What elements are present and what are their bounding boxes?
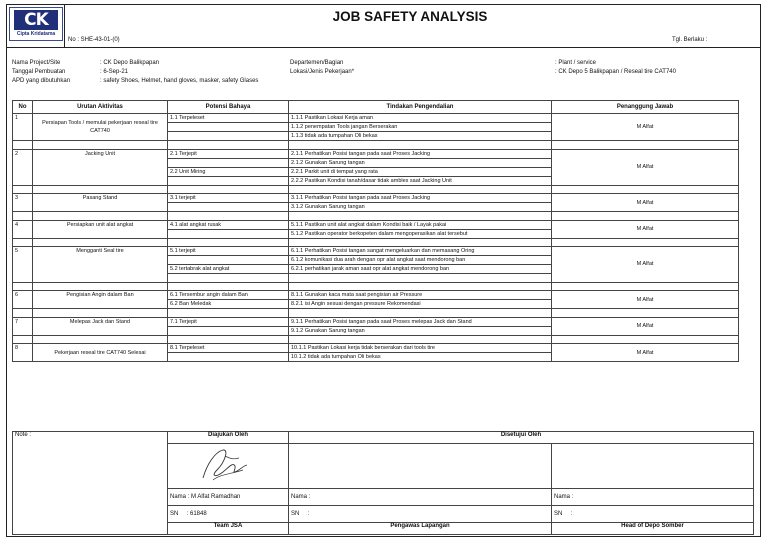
note-label: Note : xyxy=(15,432,32,438)
table-row xyxy=(13,247,739,256)
row-control: 1.1.2 penempatan Tools jangan Berserakan xyxy=(289,123,552,132)
spacer-row xyxy=(13,238,739,247)
document-title: JOB SAFETY ANALYSIS xyxy=(332,9,488,24)
header-hazard: Potensi Bahaya xyxy=(168,101,289,114)
table-header-row xyxy=(13,101,739,114)
row-hazard xyxy=(168,203,289,212)
row-control: 10.1.1 Pastikan Lokasi kerja tidak berserakan dari tools tire xyxy=(289,344,552,353)
row-no: 6 xyxy=(13,291,33,309)
row-control: 8.2.1 isi Angin sesuai dengan pressure Rekomendasi xyxy=(289,300,552,309)
row-responsible: M Alfat xyxy=(552,114,739,141)
row-activity: Pengisian Angin dalam Ban xyxy=(33,291,168,309)
submitted-by-header: Diajukan Oleh xyxy=(168,432,289,444)
date-label: Tanggal Pembuatan xyxy=(12,69,66,75)
signature-cell-3 xyxy=(552,444,754,489)
row-hazard xyxy=(168,326,289,335)
spacer-row xyxy=(13,335,739,344)
sn-3: SN : xyxy=(552,506,754,523)
row-control: 8.1.1 Gunakan kaca mata saat pengisian air Pressure xyxy=(289,291,552,300)
row-hazard xyxy=(168,176,289,185)
row-control: 2.2.2 Pastikan Kondisi tanah/dasar tidak ambles saat Jacking Unit xyxy=(289,176,552,185)
row-no: 3 xyxy=(13,194,33,212)
sn-2: SN : xyxy=(289,506,552,523)
table-row xyxy=(13,220,739,229)
header-bottom-line xyxy=(6,47,761,48)
document-number: No : SHE-43-01-(0) xyxy=(68,37,120,43)
row-control: 6.1.2 komunikasi dua arah dengan opr alat angkat saat mendorong ban xyxy=(289,256,552,265)
row-hazard: 5.2 tertabrak alat angkat xyxy=(168,265,289,274)
header-responsible: Penanggung Jawab xyxy=(552,101,739,114)
table-body xyxy=(13,114,739,362)
row-control: 6.1.1 Perhatikan Posisi tangan sangat mengeluarkan dan memasang Oring xyxy=(289,247,552,256)
location-label: Lokasi/Jenis Pekerjaan* xyxy=(290,69,355,75)
info-values xyxy=(100,59,258,86)
role-1: Team JSA xyxy=(168,523,289,535)
header-no: No xyxy=(13,101,33,114)
row-activity: Pasang Stand xyxy=(33,194,168,212)
info-labels xyxy=(12,59,70,86)
handwritten-signature xyxy=(195,444,255,486)
row-hazard: 2.2 Unit Miring xyxy=(168,167,289,176)
row-control: 2.1.1 Perhatikan Posisi tangan pada saat Proses Jacking xyxy=(289,149,552,158)
signature-cell-1 xyxy=(168,444,289,489)
row-responsible: M Alfat xyxy=(552,344,739,362)
spacer-row xyxy=(13,282,739,291)
table-row xyxy=(13,317,739,326)
row-no: 2 xyxy=(13,149,33,185)
row-activity: Melepas Jack dan Stand xyxy=(33,317,168,335)
row-activity: Jacking Unit xyxy=(33,149,168,185)
row-control: 2.1.2 Gunakan Sarung tangan xyxy=(289,158,552,167)
row-control: 2.2.1 Parkit unit di tempat yang rata xyxy=(289,167,552,176)
row-hazard xyxy=(168,353,289,362)
spacer-row xyxy=(13,141,739,150)
row-control xyxy=(289,274,552,283)
date-value: : 6-Sep-21 xyxy=(100,69,129,75)
row-activity: Mengganti Seal tire xyxy=(33,247,168,283)
row-activity: Persiapan Tools / memulai pekerjaan reseal tire CAT740 xyxy=(33,114,168,141)
company-logo xyxy=(9,7,63,41)
row-no: 4 xyxy=(13,220,33,238)
row-hazard xyxy=(168,123,289,132)
row-control: 3.1.2 Gunakan Sarung tangan xyxy=(289,203,552,212)
table-row xyxy=(13,149,739,158)
row-hazard: 8.1 Terpeleset xyxy=(168,344,289,353)
name-3: Nama : xyxy=(552,489,754,506)
header-control: Tindakan Pengendalian xyxy=(289,101,552,114)
row-hazard xyxy=(168,274,289,283)
project-value: : CK Depo Balikpapan xyxy=(100,60,160,66)
row-control: 5.1.2 Pastikan operator berkopeten dalam mengoperasikan alat tersebut xyxy=(289,229,552,238)
header-divider xyxy=(64,4,65,47)
row-hazard: 1.1 Terpeleset xyxy=(168,114,289,123)
effective-date-label: Tgl. Berlaku : xyxy=(672,37,708,43)
row-control: 9.1.1 Perhatikan Posisi tangan pada saat Proses melepas Jack dan Stand xyxy=(289,317,552,326)
jsa-table xyxy=(12,100,739,362)
project-label: Nama Project/Site xyxy=(12,60,61,66)
row-responsible: M Alfat xyxy=(552,220,739,238)
name-1: Nama : M Alfat Ramadhan xyxy=(168,489,289,506)
row-control: 9.1.2 Gunakan Sarung tangan xyxy=(289,326,552,335)
row-no: 7 xyxy=(13,317,33,335)
info-dept xyxy=(290,59,354,77)
signature-table xyxy=(12,431,754,535)
logo-mark: CK xyxy=(14,10,58,30)
name-2: Nama : xyxy=(289,489,552,506)
apd-value: : safety Shoes, Helmet, hand gloves, masker, safety Glases xyxy=(100,78,259,84)
sn-1: SN : 61848 xyxy=(168,506,289,523)
role-3: Head of Depo Somber xyxy=(552,523,754,535)
info-plant xyxy=(555,59,676,77)
row-hazard: 6.1 Tersembur angin dalam Ban xyxy=(168,291,289,300)
row-hazard xyxy=(168,158,289,167)
table-row xyxy=(13,291,739,300)
row-control: 1.1.1 Pastikan Lokasi Kerja aman xyxy=(289,114,552,123)
row-hazard: 5.1 terjepit xyxy=(168,247,289,256)
row-activity: Persiapkan unit alat angkat xyxy=(33,220,168,238)
signature-header-row xyxy=(13,432,754,444)
spacer-row xyxy=(13,309,739,318)
row-hazard: 2.1 Terjepit xyxy=(168,149,289,158)
row-hazard: 4.1 alat angkat rusak xyxy=(168,220,289,229)
note-cell xyxy=(13,432,168,535)
row-no: 1 xyxy=(13,114,33,141)
row-hazard: 6.2 Ban Meledak xyxy=(168,300,289,309)
approved-by-header: Disetujui Oleh xyxy=(289,432,754,444)
table-row xyxy=(13,194,739,203)
row-control: 5.1.1 Pastikan unit alat angkat dalam Kondisi baik / Layak pakai xyxy=(289,220,552,229)
apd-label: APD yang dibutuhkan xyxy=(12,78,71,84)
row-responsible: M Alfat xyxy=(552,149,739,185)
row-control: 6.2.1 perhatikan jarak aman saat opr alat angkat mendorong ban xyxy=(289,265,552,274)
row-hazard xyxy=(168,132,289,141)
row-no: 5 xyxy=(13,247,33,283)
row-activity: Pekerjaan reseal tire CAT740 Selesai xyxy=(33,344,168,362)
logo-subtitle: Cipta Kridatama xyxy=(16,31,56,37)
spacer-row xyxy=(13,212,739,221)
row-hazard xyxy=(168,229,289,238)
row-control: 3.1.1 Perhatikan Posisi tangan pada saat Proses Jacking xyxy=(289,194,552,203)
row-responsible: M Alfat xyxy=(552,317,739,335)
row-responsible: M Alfat xyxy=(552,247,739,283)
signature-cell-2 xyxy=(289,444,552,489)
dept-label: Departemen/Bagian xyxy=(290,60,344,66)
role-2: Pengawas Lapangan xyxy=(289,523,552,535)
row-responsible: M Alfat xyxy=(552,194,739,212)
plant-label: : Plant / service xyxy=(555,60,597,66)
spacer-row xyxy=(13,185,739,194)
table-row xyxy=(13,344,739,353)
row-hazard xyxy=(168,256,289,265)
row-control: 10.1.2 tidak ada tumpahan Oli bekas xyxy=(289,353,552,362)
row-hazard: 3.1 terjepit xyxy=(168,194,289,203)
plant-value: : CK Depo 5 Balikpapan / Reseal tire CAT740 xyxy=(555,69,676,75)
row-responsible: M Alfat xyxy=(552,291,739,309)
table-row xyxy=(13,114,739,123)
row-hazard: 7.1 Terjepit xyxy=(168,317,289,326)
header-activity: Urutan Aktivitas xyxy=(33,101,168,114)
row-control: 1.1.3 tidak ada tumpahan Oli bekas xyxy=(289,132,552,141)
row-no: 8 xyxy=(13,344,33,362)
